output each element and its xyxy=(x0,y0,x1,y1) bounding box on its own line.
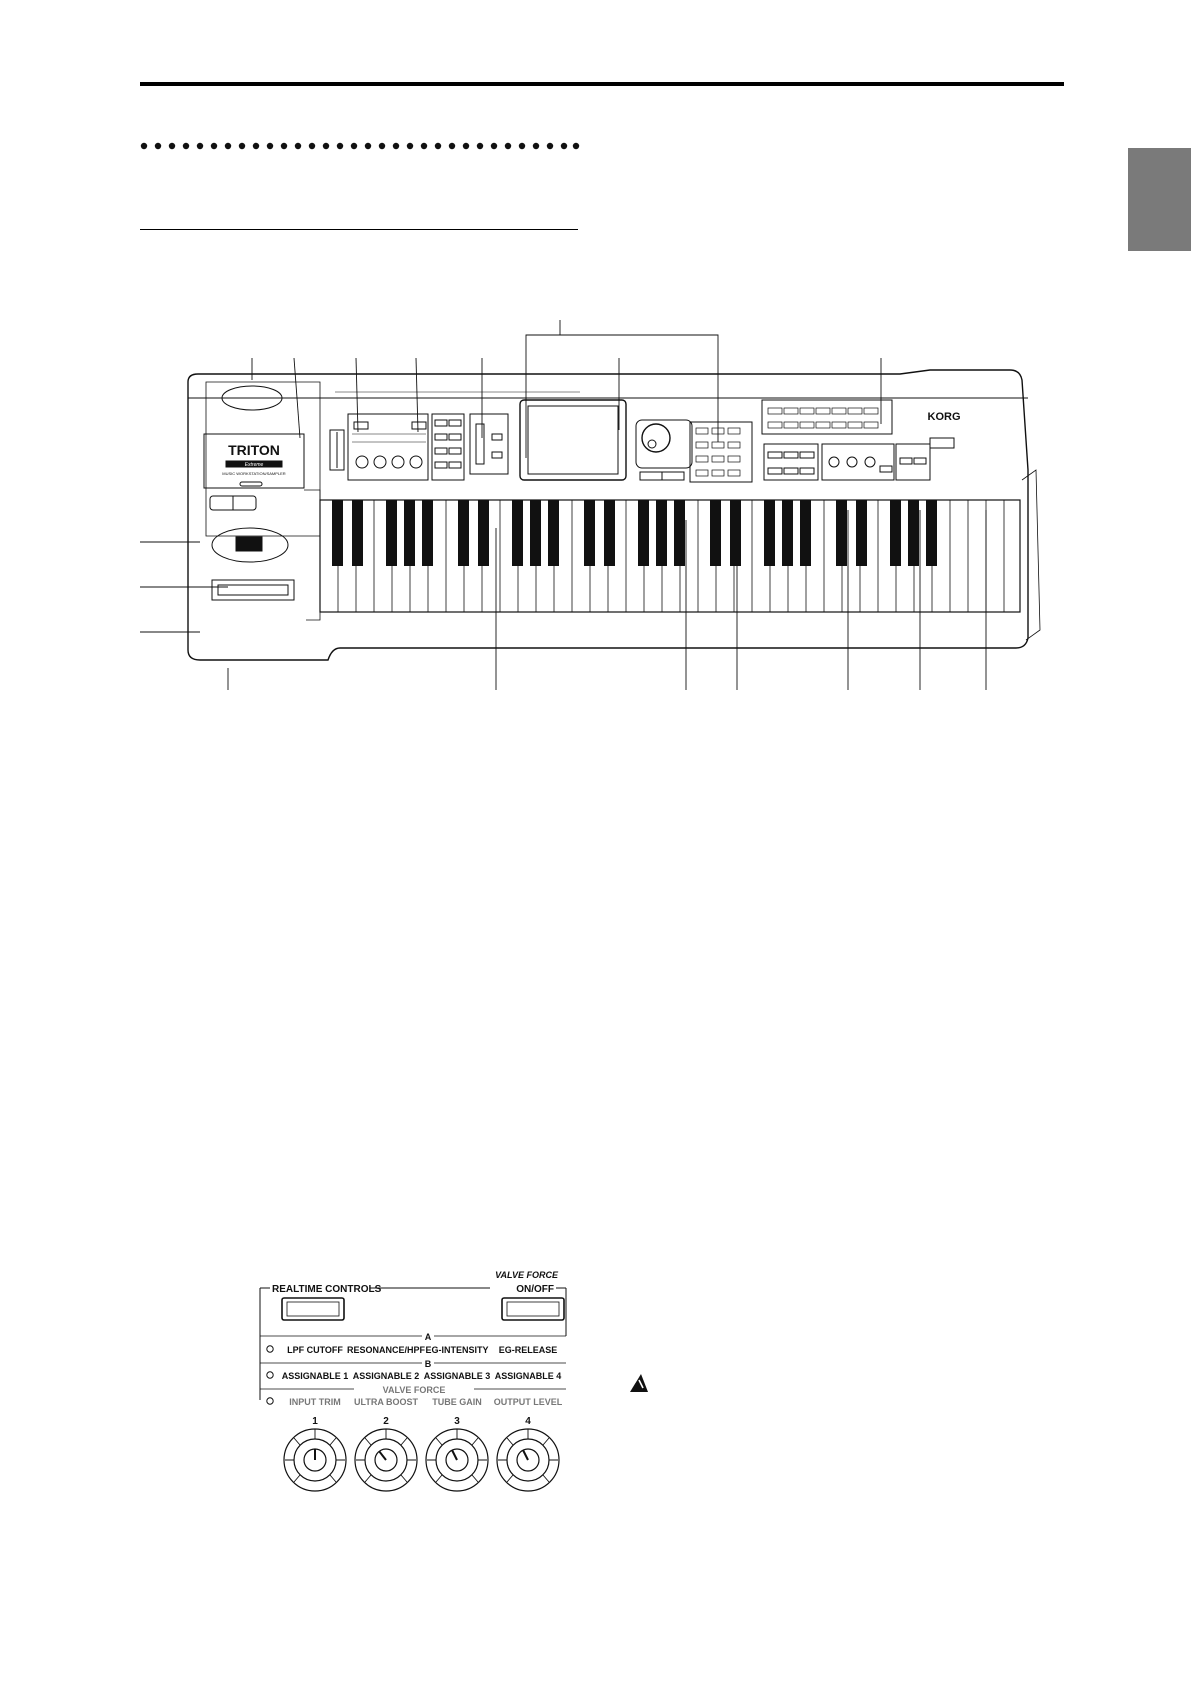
knob-1 xyxy=(284,1429,346,1491)
valve-force-row-title: VALVE FORCE xyxy=(382,1385,446,1395)
warning-triangle-icon xyxy=(627,1372,651,1394)
knob-label-tube-gain: TUBE GAIN xyxy=(432,1397,482,1407)
knob-label-eg-intensity: EG-INTENSITY xyxy=(425,1345,489,1355)
row-a-letter: A xyxy=(424,1332,432,1342)
knob-label-input-trim: INPUT TRIM xyxy=(289,1397,341,1407)
knob-label-output-level: OUTPUT LEVEL xyxy=(493,1397,563,1407)
knob-label-assignable-2: ASSIGNABLE 2 xyxy=(352,1371,420,1381)
knob-3 xyxy=(426,1429,488,1491)
led-a xyxy=(267,1346,273,1352)
knob-label-assignable-1: ASSIGNABLE 1 xyxy=(281,1371,349,1381)
on-off-label: ON/OFF xyxy=(516,1284,554,1295)
realtime-controls-title: REALTIME CONTROLS xyxy=(272,1284,382,1295)
knob-number-1: 1 xyxy=(312,1416,318,1427)
black-keys xyxy=(332,500,937,566)
knob-number-2: 2 xyxy=(383,1416,389,1427)
brand-logo: KORG xyxy=(927,411,961,423)
knob-label-resonance-hpf: RESONANCE/HPF xyxy=(346,1345,426,1355)
knob-label-ultra-boost: ULTRA BOOST xyxy=(354,1397,418,1407)
knob-2 xyxy=(355,1429,417,1491)
logo-model: TRITON xyxy=(228,442,280,458)
valve-force-logo: VALVE FORCE xyxy=(495,1270,558,1280)
knob-4 xyxy=(497,1429,559,1491)
knob-label-eg-release: EG-RELEASE xyxy=(498,1345,558,1355)
logo-tagline: MUSIC WORKSTATION/SAMPLER xyxy=(222,471,286,476)
logo-subtitle: Extreme xyxy=(244,462,264,468)
led-valve-force xyxy=(267,1398,273,1404)
chapter-tab xyxy=(1128,148,1191,251)
knob-label-lpf-cutoff: LPF CUTOFF xyxy=(287,1345,343,1355)
row-b-letter: B xyxy=(424,1359,432,1369)
knob-number-4: 4 xyxy=(525,1416,531,1427)
realtime-controls-panel xyxy=(258,1268,570,1498)
knob-label-assignable-3: ASSIGNABLE 3 xyxy=(423,1371,491,1381)
knob-number-3: 3 xyxy=(454,1416,460,1427)
realtime-controls-button xyxy=(282,1298,344,1320)
dotted-divider xyxy=(140,142,580,150)
section-rule xyxy=(140,229,578,230)
keyboard-illustration xyxy=(140,320,1070,690)
led-b xyxy=(267,1372,273,1378)
knob-label-assignable-4: ASSIGNABLE 4 xyxy=(494,1371,562,1381)
header-rule xyxy=(140,82,1064,86)
white-keys xyxy=(338,500,1004,612)
valve-force-on-off-button xyxy=(502,1298,564,1320)
